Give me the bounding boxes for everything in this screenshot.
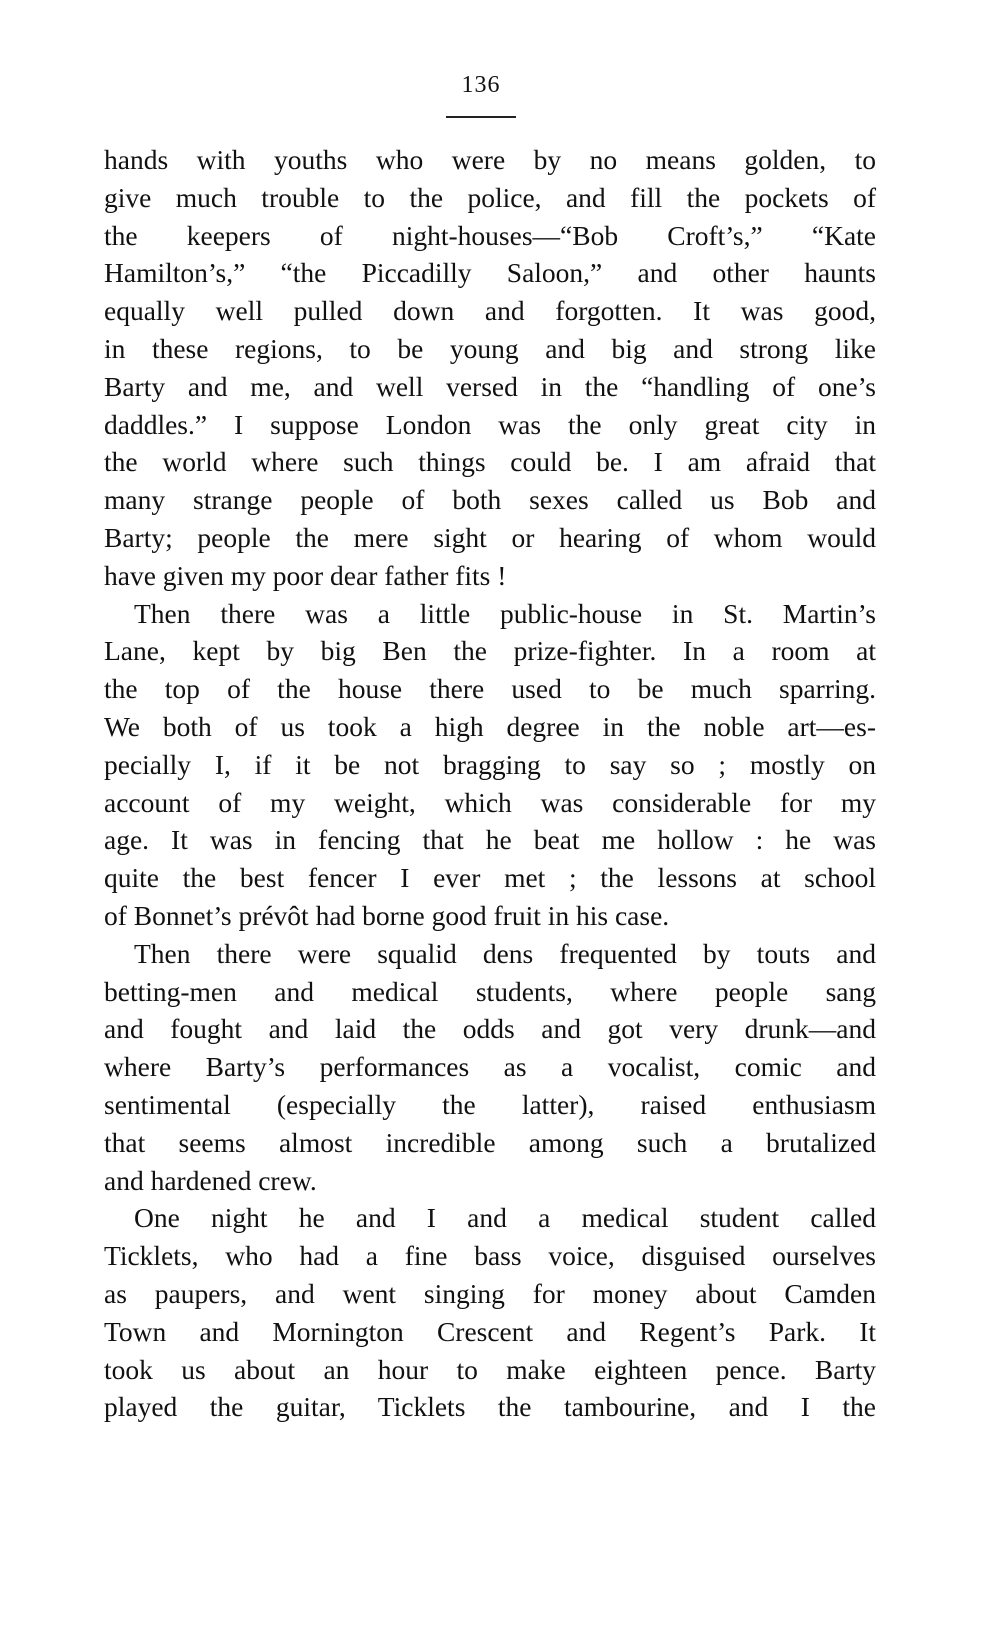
text-line: quite the best fencer I ever met ; the lessons at school bbox=[104, 862, 876, 894]
text-line: where Barty’s performances as a vocalist, comic and bbox=[104, 1051, 876, 1083]
text-line: account of my weight, which was considerable for my bbox=[104, 786, 876, 818]
text-line: and fought and laid the odds and got very drunk—and bbox=[104, 1013, 876, 1045]
paragraph bbox=[104, 935, 876, 1200]
text-line: hands with youths who were by no means golden, to bbox=[104, 144, 876, 175]
text-line: Town and Mornington Crescent and Regent’s Park. It bbox=[104, 1315, 876, 1347]
text-line: sentimental (especially the latter), raised enthusiasm bbox=[104, 1088, 876, 1120]
text-line: the top of the house there used to be much sparring. bbox=[104, 673, 876, 705]
text-line: played the guitar, Ticklets the tambourine, and I the bbox=[104, 1391, 876, 1423]
text-line: One night he and I and a medical student called bbox=[134, 1202, 876, 1234]
paragraph bbox=[104, 141, 876, 595]
text-line: the world where such things could be. I am afraid that bbox=[104, 446, 876, 478]
text-line: took us about an hour to make eighteen pence. Barty bbox=[104, 1353, 876, 1385]
header-rule bbox=[446, 116, 516, 118]
text-line: Hamilton’s,” “the Piccadilly Saloon,” and other haunts bbox=[104, 257, 876, 289]
text-line: give much trouble to the police, and fill the pockets of bbox=[104, 181, 876, 213]
paragraph bbox=[104, 1199, 876, 1426]
text-line: betting-men and medical students, where people sang bbox=[104, 975, 876, 1007]
body-text bbox=[104, 141, 876, 1426]
text-line: age. It was in fencing that he beat me hollow : he was bbox=[104, 824, 876, 856]
text-line: We both of us took a high degree in the noble art—es- bbox=[104, 710, 876, 742]
page-number: 136 bbox=[461, 72, 501, 98]
text-line: Ticklets, who had a fine bass voice, disguised ourselves bbox=[104, 1240, 876, 1272]
paragraph bbox=[104, 595, 876, 935]
text-line: in these regions, to be young and big and strong like bbox=[104, 332, 876, 364]
text-line: Barty and me, and well versed in the “handling of one’s bbox=[104, 370, 876, 402]
text-line: of Bonnet’s prévôt had borne good fruit in his case. bbox=[104, 899, 670, 931]
text-line: the keepers of night-houses—“Bob Croft’s,” “Kate bbox=[104, 219, 876, 251]
text-line: Lane, kept by big Ben the prize-fighter. In a room at bbox=[104, 635, 876, 667]
text-line: as paupers, and went singing for money about Camden bbox=[104, 1277, 876, 1309]
text-line: Then there was a little public-house in St. Martin’s bbox=[134, 597, 876, 629]
text-line: many strange people of both sexes called us Bob and bbox=[104, 484, 876, 516]
text-line: daddles.” I suppose London was the only great city in bbox=[104, 408, 876, 440]
text-line: have given my poor dear father fits ! bbox=[104, 559, 507, 591]
text-line: and hardened crew. bbox=[104, 1164, 317, 1196]
text-line: equally well pulled down and forgotten. It was good, bbox=[104, 295, 876, 327]
text-line: that seems almost incredible among such a brutalized bbox=[104, 1126, 876, 1158]
text-line: Barty; people the mere sight or hearing of whom would bbox=[104, 521, 876, 553]
text-line: pecially I, if it be not bragging to say so ; mostly on bbox=[104, 748, 876, 780]
text-line: Then there were squalid dens frequented by touts and bbox=[134, 937, 876, 969]
